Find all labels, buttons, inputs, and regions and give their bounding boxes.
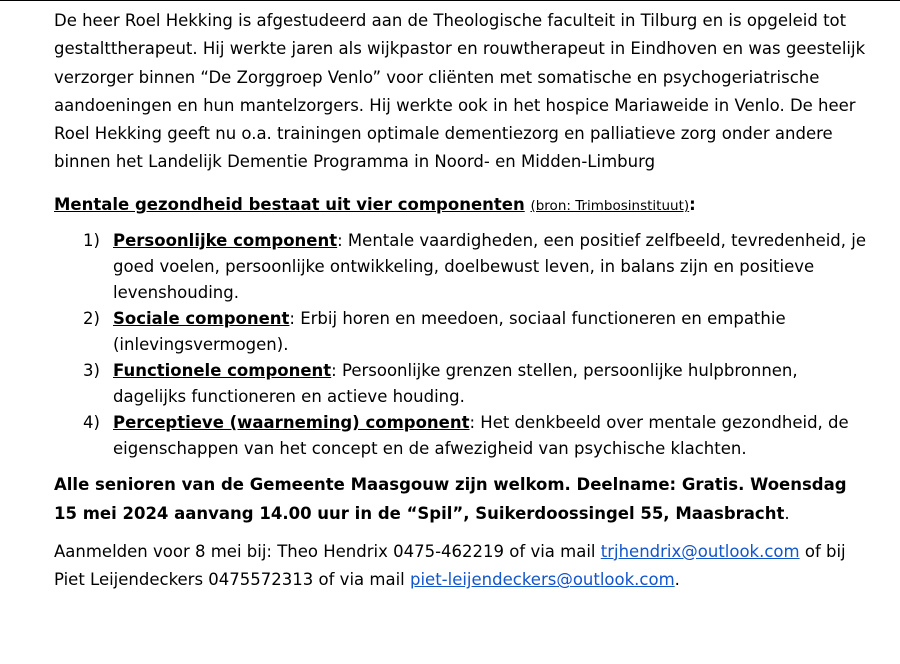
list-item-text: : Het denkbeeld over mentale gezondheid, de eigenschappen van het concept en de afwezigheid van psychische klachten. [113,412,849,458]
event-invitation [54,470,874,528]
list-item [54,410,874,462]
list-item-number: 1) [83,230,100,250]
components-heading-source: (bron: Trimbosinstituut) [530,197,690,214]
speaker-bio: De heer Roel Hekking is afgestudeerd aan de Theologische faculteit in Tilburg en is opgeleid tot gestalttherapeut. Hij werkte jaren als wijkpastor en rouwtherapeut in Eindhoven en was geestelijk verzorger binnen “De Zorggroep Venlo” voor cliënten met somatische en psychogeriatrische aandoeningen en hun mantelzorgers. Hij werkte ook in het hospice Mariaweide in Venlo. De heer Roel Hekking geeft nu o.a. trainingen optimale dementiezorg en palliatieve zorg onder andere binnen het Landelijk Dementie Programma in Noord- en Midden-Limburg [54,11,866,172]
registration-text-1: Aanmelden voor 8 mei bij: Theo Hendrix 0475-462219 of via mail [54,541,601,561]
list-item-text: : Erbij horen en meedoen, sociaal functioneren en empathie (inlevingsvermogen). [113,308,786,354]
list-item-text: : Mentale vaardigheden, een positief zelfbeeld, tevredenheid, je goed voelen, persoonlijke ontwikkeling, doelbewust leven, in balans zijn en positieve levenshouding. [113,230,867,302]
top-border-line [0,0,900,1]
list-item-term: Persoonlijke component [113,230,338,250]
list-item-number: 4) [83,412,100,432]
components-heading-colon: : [689,194,696,214]
list-item [54,228,874,306]
list-item-term: Sociale component [113,308,290,328]
email-link-theo[interactable]: trjhendrix@outlook.com [600,541,800,561]
list-item-term: Perceptieve (waarneming) component [113,412,470,432]
list-item-term: Functionele component [113,360,332,380]
document-page [54,7,874,595]
list-item-text: : Persoonlijke grenzen stellen, persoonlijke hulpbronnen, dagelijks functioneren en actieve houding. [113,360,798,406]
event-invitation-text: Alle senioren van de Gemeente Maasgouw zijn welkom. Deelname: Gratis. Woensdag 15 mei 2024 aanvang 14.00 uur in de “Spil”, Suikerdoossingel 55, Maasbracht [54,474,847,523]
registration-info [54,538,874,595]
registration-text-2: of bij Piet Leijendeckers 0475572313 of via mail [54,541,846,590]
components-heading-title: Mentale gezondheid bestaat uit vier componenten [54,194,525,214]
registration-end: . [674,570,680,590]
event-invitation-period: . [784,503,790,523]
list-item-number: 2) [83,308,100,328]
list-item [54,358,874,410]
list-item [54,306,874,358]
components-list [54,228,874,462]
list-item-number: 3) [83,360,100,380]
email-link-piet[interactable]: piet-leijendeckers@outlook.com [409,570,675,590]
components-heading [54,191,874,220]
